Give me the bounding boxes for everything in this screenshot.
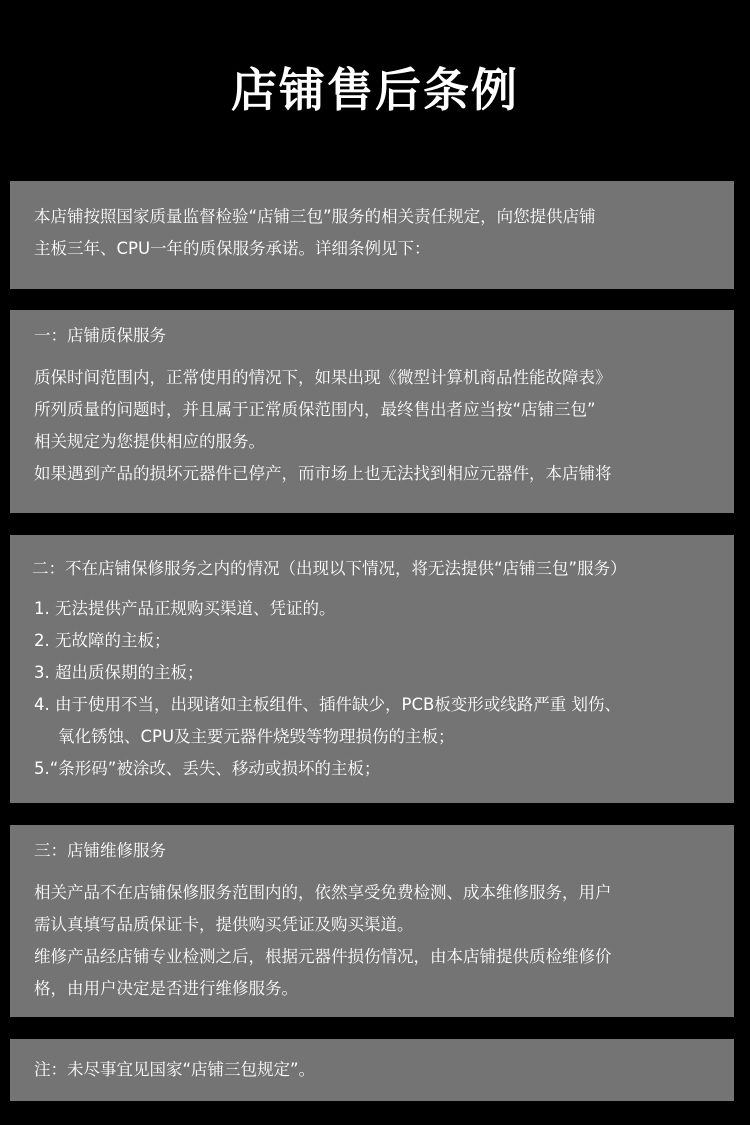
list-item-continuation: 氧化锈蚀、CPU及主要元器件烧毁等物理损伤的主板； (58, 727, 455, 746)
note-panel (10, 1039, 734, 1101)
section-line: 需认真填写品质保证卡，提供购买凭证及购买渠道。 (34, 915, 414, 934)
intro-line: 本店铺按照国家质量监督检验“店铺三包”服务的相关责任规定，向您提供店铺 (34, 207, 596, 226)
intro-panel (10, 181, 734, 289)
section-line: 质保时间范围内，正常使用的情况下，如果出现《微型计算机商品性能故障表》 (34, 368, 612, 387)
section-line: 相关规定为您提供相应的服务。 (34, 432, 265, 451)
section-heading: 三：店铺维修服务 (34, 841, 166, 860)
list-item: 4. 由于使用不当，出现诸如主板组件、插件缺少，PCB板变形或线路严重 划伤、 (34, 695, 622, 714)
section-line: 所列质量的问题时，并且属于正常质保范围内，最终售出者应当按“店铺三包” (34, 400, 596, 419)
section-line: 如果遇到产品的损坏元器件已停产，而市场上也无法找到相应元器件，本店铺将 (34, 464, 612, 483)
list-item: 3. 超出质保期的主板； (34, 663, 204, 682)
repair-service-panel (10, 825, 734, 1017)
list-item: 2. 无故障的主板； (34, 631, 171, 650)
section-line: 维修产品经店铺专业检测之后，根据元器件损伤情况，由本店铺提供质检维修价 (34, 947, 612, 966)
section-heading: 二：不在店铺保修服务之内的情况（出现以下情况，将无法提供“店铺三包”服务） (32, 559, 627, 578)
section-heading: 一：店铺质保服务 (34, 326, 166, 345)
list-item: 1. 无法提供产品正规购买渠道、凭证的。 (34, 599, 336, 618)
section-line: 相关产品不在店铺保修服务范围内的，依然享受免费检测、成本维修服务，用户 (34, 883, 612, 902)
warranty-service-panel (10, 310, 734, 513)
exclusions-panel (10, 535, 734, 803)
list-item: 5.“条形码”被涂改、丢失、移动或损坏的主板； (34, 759, 381, 778)
section-line: 格，由用户决定是否进行维修服务。 (34, 979, 298, 998)
note-text: 注：未尽事宜见国家“店铺三包规定”。 (34, 1060, 316, 1079)
page-title: 店铺售后条例 (231, 63, 519, 117)
intro-line: 主板三年、CPU一年的质保服务承诺。详细条例见下： (34, 239, 431, 258)
